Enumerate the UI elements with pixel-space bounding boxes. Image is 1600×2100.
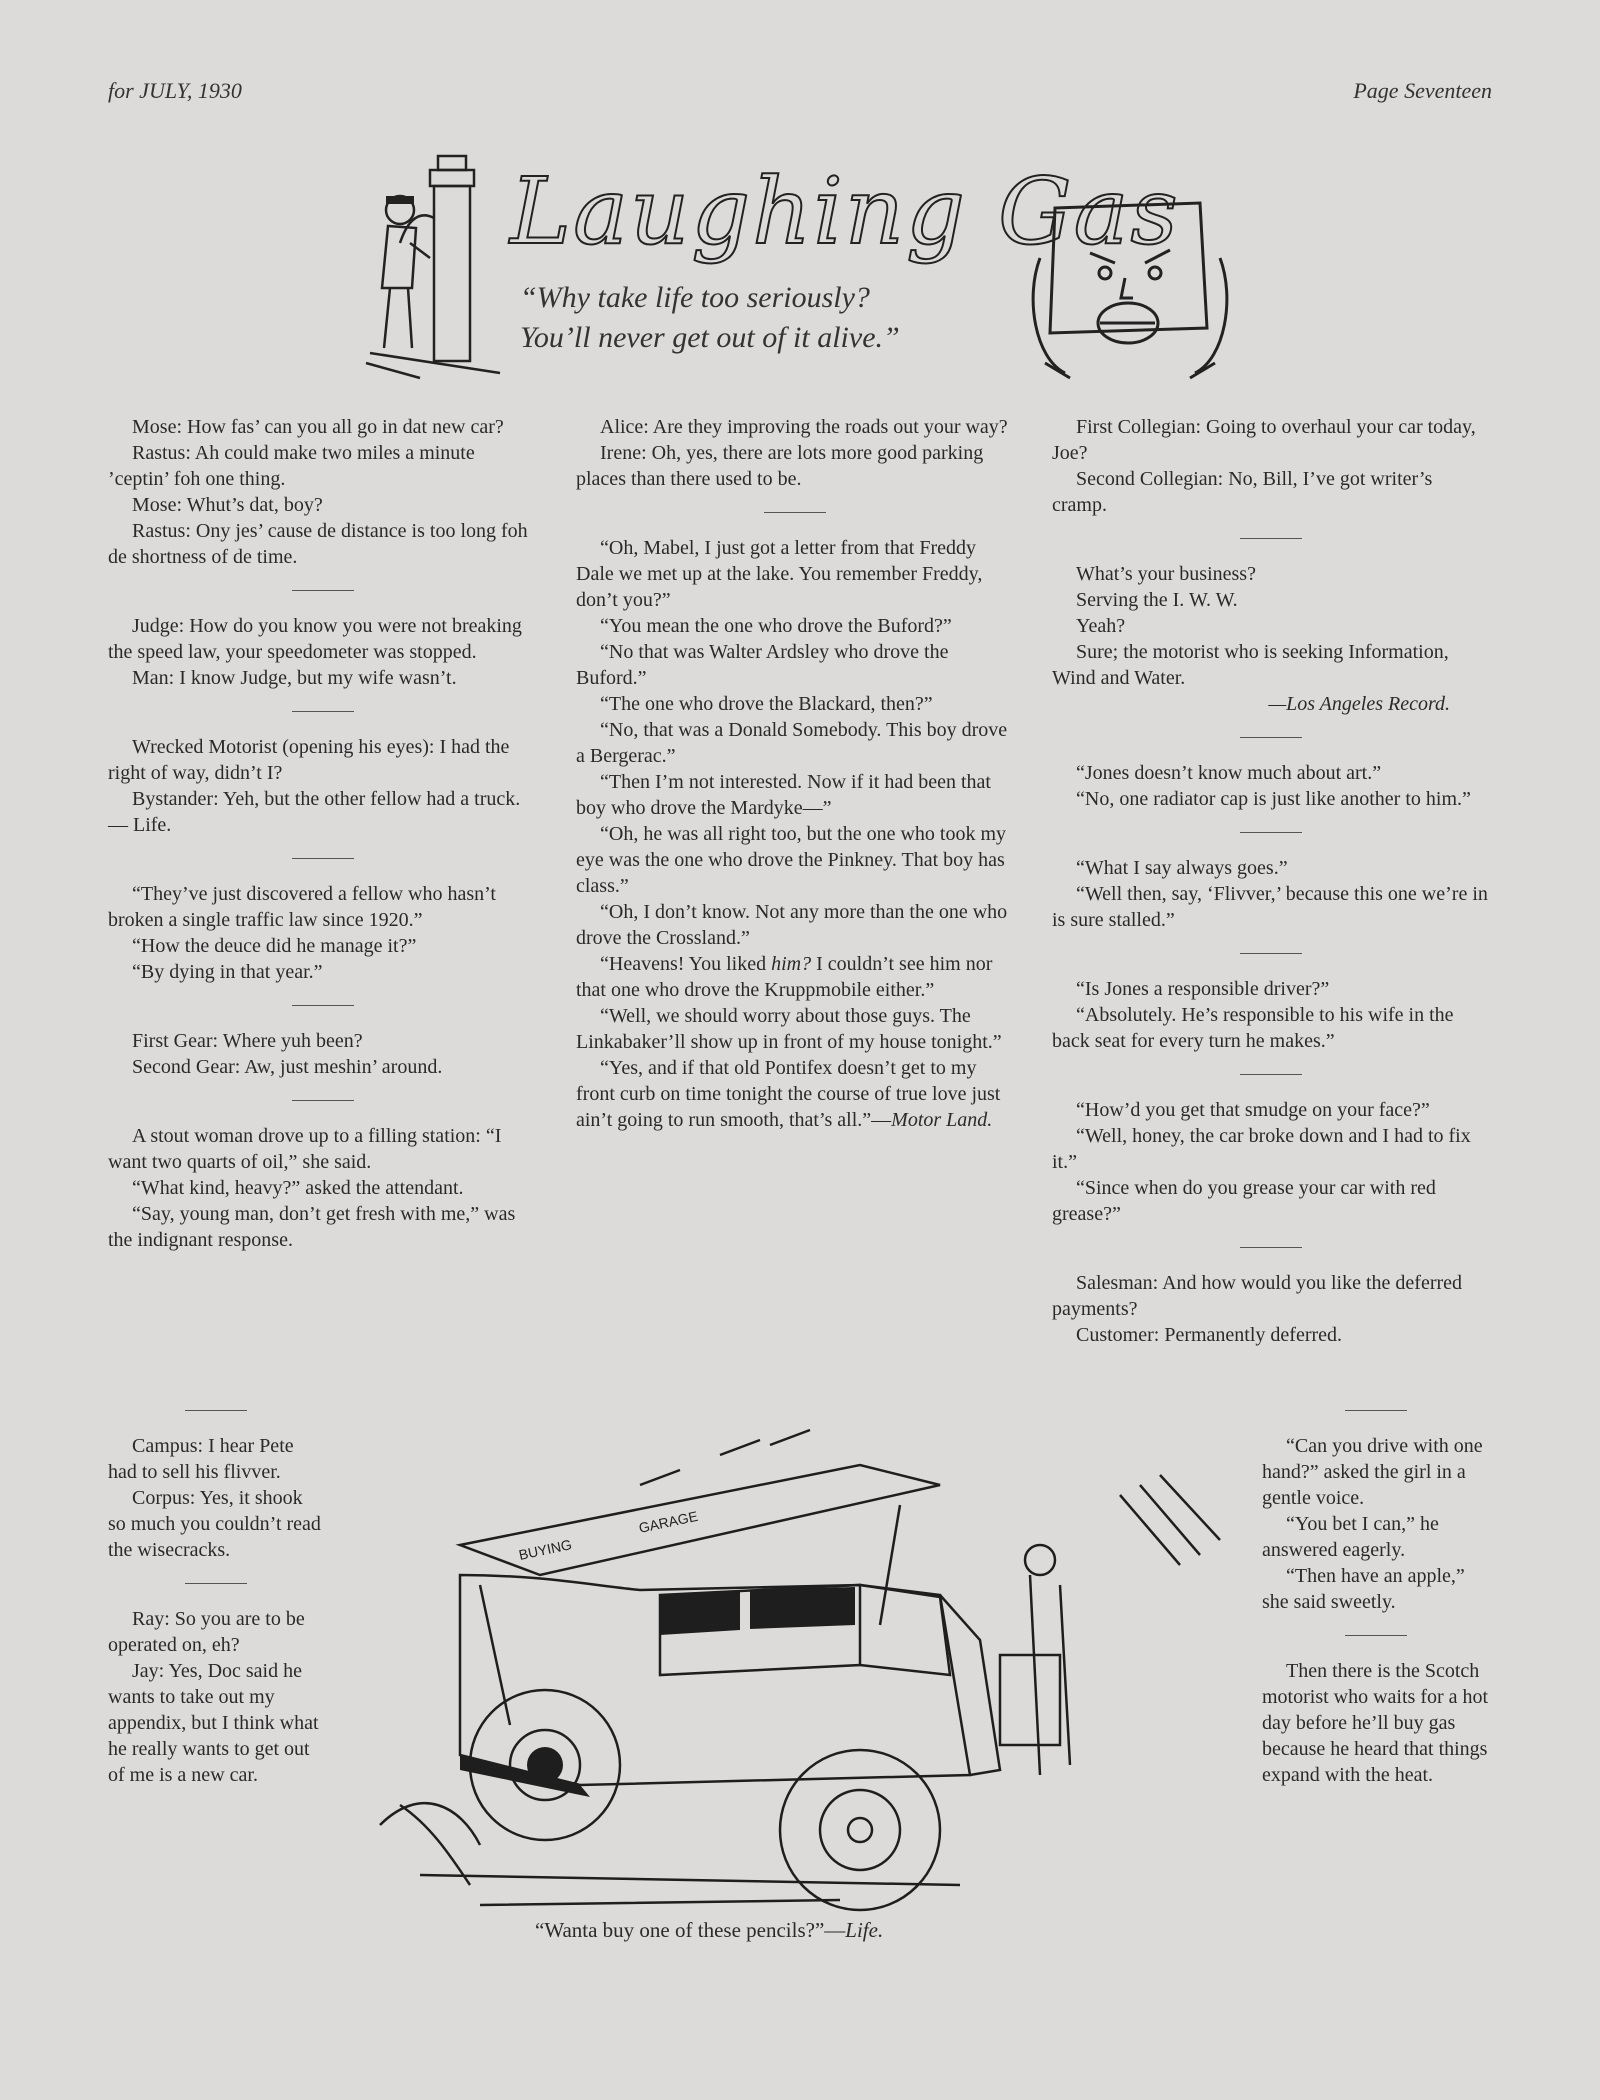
- joke-line: Rastus: Ony jes’ cause de distance is too long foh de shortness of de time.: [108, 520, 528, 568]
- joke-line: Salesman: And how would you like the deferred payments?: [1052, 1272, 1463, 1320]
- joke-line: “They’ve just discovered a fellow who hasn’t broken a single traffic law since 1920.”: [108, 883, 496, 931]
- joke-source: —Los Angeles Record.: [1268, 693, 1450, 715]
- motto: [520, 278, 900, 358]
- joke-source: Motor Land.: [891, 1109, 993, 1131]
- gas-pump-attendant-illustration: [360, 148, 510, 383]
- joke-line: Alice: Are they improving the roads out your way?: [600, 416, 1008, 438]
- joke-line: “Say, young man, don’t get fresh with me,” was the indignant response.: [108, 1203, 516, 1251]
- joke-line: “By dying in that year.”: [132, 961, 323, 983]
- joke-line: “Well, we should worry about those guys. The Linkabaker’ll show up in front of my house tonight.”: [576, 1005, 1002, 1053]
- joke-line: “What kind, heavy?” asked the attendant.: [132, 1177, 464, 1199]
- joke-line: “Oh, Mabel, I just got a letter from that Freddy Dale we met up at the lake. You remember Freddy, don’t you?”: [576, 537, 983, 611]
- joke-line: Corpus: Yes, it shook so much you couldn’t read the wisecracks.: [108, 1487, 321, 1561]
- joke-line: “Since when do you grease your car with red grease?”: [1052, 1177, 1436, 1225]
- joke-divider: [292, 1005, 354, 1006]
- masthead: [360, 148, 1240, 383]
- joke-line: Campus: I hear Pete had to sell his flivver.: [108, 1435, 294, 1483]
- joke-line: Customer: Permanently deferred.: [1076, 1324, 1343, 1346]
- joke-emphasis: him?: [771, 953, 812, 975]
- motto-line-1: “Why take life too seriously?: [520, 281, 870, 314]
- joke-line: “Jones doesn’t know much about art.”: [1076, 762, 1382, 784]
- joke-line: “Well then, say, ‘Flivver,’ because this one we’re in is sure stalled.”: [1052, 883, 1488, 931]
- joke-divider: [1240, 1247, 1302, 1248]
- joke-line: Then there is the Scotch motorist who waits for a hot day before he’ll buy gas because he heard that things expand with the heat.: [1262, 1660, 1489, 1786]
- joke-divider: [292, 711, 354, 712]
- joke-divider: [1345, 1410, 1407, 1411]
- column-3: [1052, 414, 1490, 1348]
- joke-line: Second Collegian: No, Bill, I’ve got writer’s cramp.: [1052, 468, 1433, 516]
- joke-line: Yeah?: [1076, 615, 1126, 637]
- running-header-date: for JULY, 1930: [108, 78, 242, 103]
- joke-text: “Heavens! You liked: [600, 953, 772, 975]
- joke-line: Second Gear: Aw, just meshin’ around.: [132, 1056, 443, 1078]
- caption-text: “Wanta buy one of these pencils?”—: [535, 1918, 846, 1942]
- joke-divider: [1240, 737, 1302, 738]
- joke-line: “No, one radiator cap is just like another to him.”: [1076, 788, 1471, 810]
- joke-line: “The one who drove the Blackard, then?”: [600, 693, 933, 715]
- joke-line: Wrecked Motorist (opening his eyes): I had the right of way, didn’t I?: [108, 736, 510, 784]
- joke-line: “Oh, I don’t know. Not any more than the one who drove the Crossland.”: [576, 901, 1008, 949]
- joke-line: “You mean the one who drove the Buford?”: [600, 615, 952, 637]
- garage-car-illustration: [340, 1425, 1240, 1920]
- joke-line: A stout woman drove up to a filling station: “I want two quarts of oil,” she said.: [108, 1125, 502, 1173]
- column-2: [576, 414, 1014, 1133]
- joke-line: “What I say always goes.”: [1076, 857, 1288, 879]
- joke-line: “Well, honey, the car broke down and I had to fix it.”: [1052, 1125, 1471, 1173]
- joke-line: “Absolutely. He’s responsible to his wife in the back seat for every turn he makes.”: [1052, 1004, 1454, 1052]
- joke-divider: [292, 858, 354, 859]
- illustration-caption: [535, 1918, 883, 1943]
- column-5: [1262, 1432, 1490, 1788]
- joke-line: “Then I’m not interested. Now if it had been that boy who drove the Mardyke—”: [576, 771, 991, 819]
- joke-line: “Then have an apple,” she said sweetly.: [1262, 1565, 1465, 1613]
- joke-line: Sure; the motorist who is seeking Information, Wind and Water.: [1052, 641, 1449, 689]
- joke-line: “No that was Walter Ardsley who drove the Buford.”: [576, 641, 949, 689]
- joke-line: Bystander: Yeh, but the other fellow had a truck.— Life.: [108, 788, 521, 836]
- joke-line: “Is Jones a responsible driver?”: [1076, 978, 1330, 1000]
- joke-line: “You bet I can,” he answered eagerly.: [1262, 1513, 1439, 1561]
- logo-title: Laughing Gas: [510, 158, 1180, 265]
- column-1: [108, 414, 538, 1253]
- joke-divider: [185, 1410, 247, 1411]
- joke-line: Mose: Whut’s dat, boy?: [132, 494, 323, 516]
- joke-divider: [185, 1583, 247, 1584]
- garage-sign-left: BUYING: [517, 1536, 574, 1563]
- joke-line: [576, 1055, 1014, 1133]
- caption-source: Life.: [845, 1918, 884, 1942]
- column-4: [108, 1432, 323, 1788]
- joke-line: “No, that was a Donald Somebody. This boy drove a Bergerac.”: [576, 719, 1008, 767]
- joke-divider: [764, 512, 826, 513]
- joke-divider: [292, 1100, 354, 1101]
- joke-line: What’s your business?: [1076, 563, 1256, 585]
- joke-line: “How’d you get that smudge on your face?”: [1076, 1099, 1430, 1121]
- joke-text: “Yes, and if that old Pontifex doesn’t get to my front curb on time tonight the course of true love just ain’t going to run smooth, that’s all.”—: [576, 1057, 1001, 1131]
- joke-line: [576, 951, 1014, 1003]
- joke-line: “Can you drive with one hand?” asked the girl in a gentle voice.: [1262, 1435, 1483, 1509]
- joke-divider: [292, 590, 354, 591]
- joke-line: First Gear: Where yuh been?: [132, 1030, 363, 1052]
- joke-line: Jay: Yes, Doc said he wants to take out my appendix, but I think what he really wants to get out of me is a new car.: [108, 1660, 319, 1786]
- joke-line: First Collegian: Going to overhaul your car today, Joe?: [1052, 416, 1476, 464]
- joke-divider: [1345, 1635, 1407, 1636]
- joke-text: I couldn’t see him nor that one who drove the Kruppmobile either.”: [576, 953, 993, 1001]
- joke-line: Serving the I. W. W.: [1076, 589, 1238, 611]
- joke-line: Irene: Oh, yes, there are lots more good parking places than there used to be.: [576, 442, 984, 490]
- joke-line: Rastus: Ah could make two miles a minute ’ceptin’ foh one thing.: [108, 442, 475, 490]
- joke-line: Man: I know Judge, but my wife wasn’t.: [132, 667, 457, 689]
- joke-divider: [1240, 832, 1302, 833]
- joke-divider: [1240, 538, 1302, 539]
- joke-line: Judge: How do you know you were not breaking the speed law, your speedometer was stopped.: [108, 615, 522, 663]
- motto-line-2: You’ll never get out of it alive.”: [520, 321, 900, 354]
- joke-line: Mose: How fas’ can you all go in dat new car?: [132, 416, 504, 438]
- joke-line: “How the deuce did he manage it?”: [132, 935, 417, 957]
- car-face-illustration: [1025, 178, 1235, 383]
- running-header-page: Page Seventeen: [1353, 78, 1492, 103]
- joke-divider: [1240, 953, 1302, 954]
- joke-line: “Oh, he was all right too, but the one who took my eye was the one who drove the Pinkney. That boy has class.”: [576, 823, 1007, 897]
- garage-sign-right: GARAGE: [637, 1507, 700, 1536]
- joke-divider: [1240, 1074, 1302, 1075]
- joke-line: Ray: So you are to be operated on, eh?: [108, 1608, 305, 1656]
